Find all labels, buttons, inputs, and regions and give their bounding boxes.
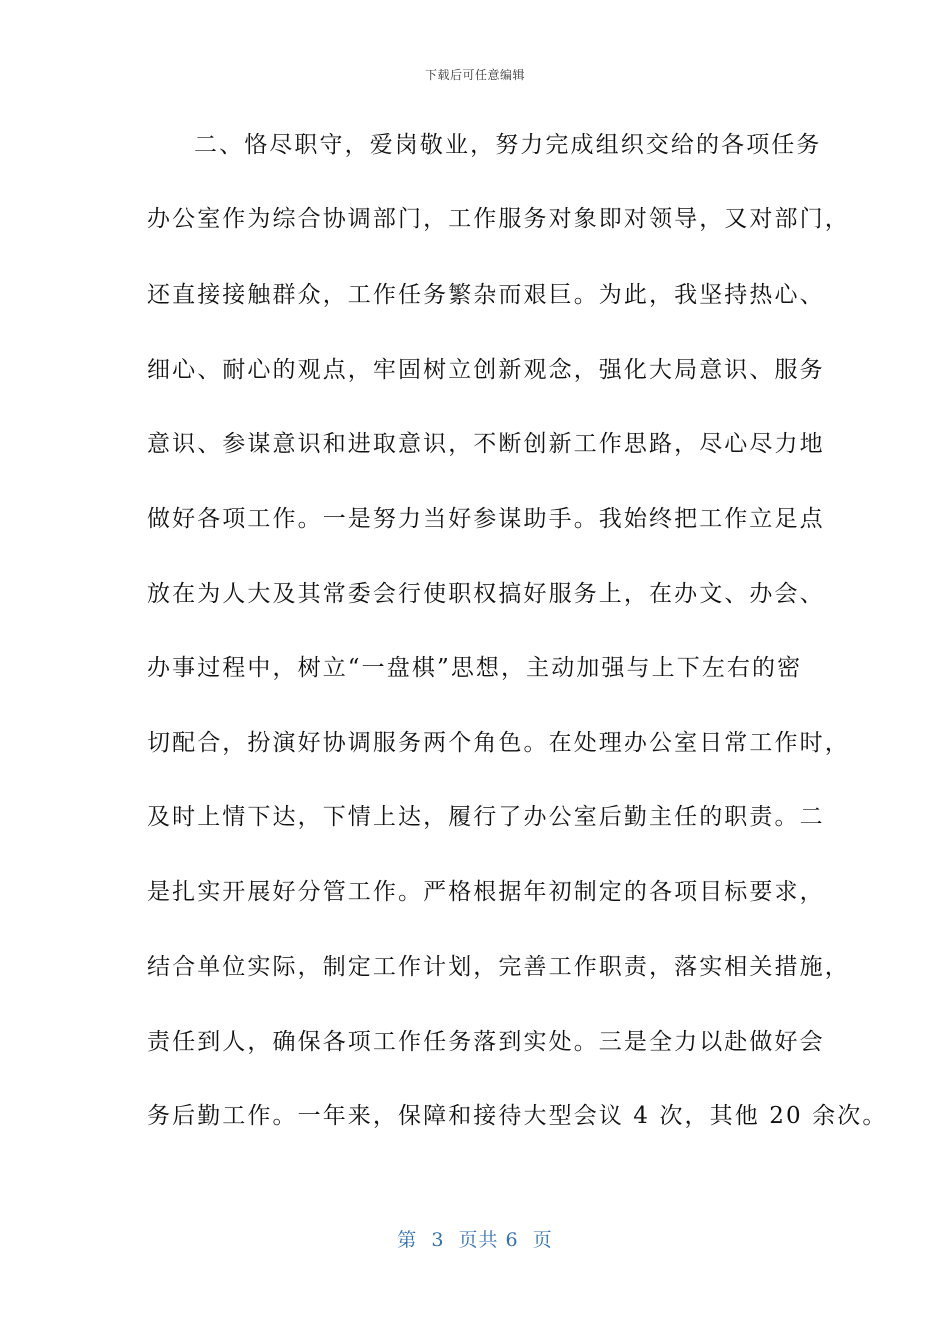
page-header-note: 下载后可任意编辑 <box>424 68 525 82</box>
text-line: 办公室作为综合协调部门，工作服务对象即对领导，又对部门， <box>147 206 850 232</box>
text-line: 二、恪尽职守，爱岗敬业，努力完成组织交给的各项任务 <box>194 132 822 158</box>
text-line: 是扎实开展好分管工作。严格根据年初制定的各项目标要求， <box>147 879 825 905</box>
text-line: 切配合，扮演好协调服务两个角色。在处理办公室日常工作时， <box>147 730 850 756</box>
text-line: 还直接接触群众，工作任务繁杂而艰巨。为此，我坚持热心、 <box>147 282 825 308</box>
text-line: 务后勤工作。一年来，保障和接待大型会议 4 次，其他 20 余次。 <box>147 1103 888 1129</box>
text-line: 办事过程中，树立“一盘棋”思想，主动加强与上下左右的密 <box>147 655 803 681</box>
text-line: 放在为人大及其常委会行使职权搞好服务上，在办文、办会、 <box>147 581 825 607</box>
text-line: 结合单位实际，制定工作计划，完善工作职责，落实相关措施， <box>147 954 850 980</box>
text-line: 意识、参谋意识和进取意识，不断创新工作思路，尽心尽力地 <box>147 431 825 457</box>
text-line: 及时上情下达，下情上达，履行了办公室后勤主任的职责。二 <box>147 804 825 830</box>
text-line: 责任到人，确保各项工作任务落到实处。三是全力以赴做好会 <box>147 1029 825 1055</box>
page-number: 第 3 页共 6 页 <box>397 1229 553 1251</box>
text-line: 细心、耐心的观点，牢固树立创新观念，强化大局意识、服务 <box>147 357 825 383</box>
text-line: 做好各项工作。一是努力当好参谋助手。我始终把工作立足点 <box>147 506 825 532</box>
